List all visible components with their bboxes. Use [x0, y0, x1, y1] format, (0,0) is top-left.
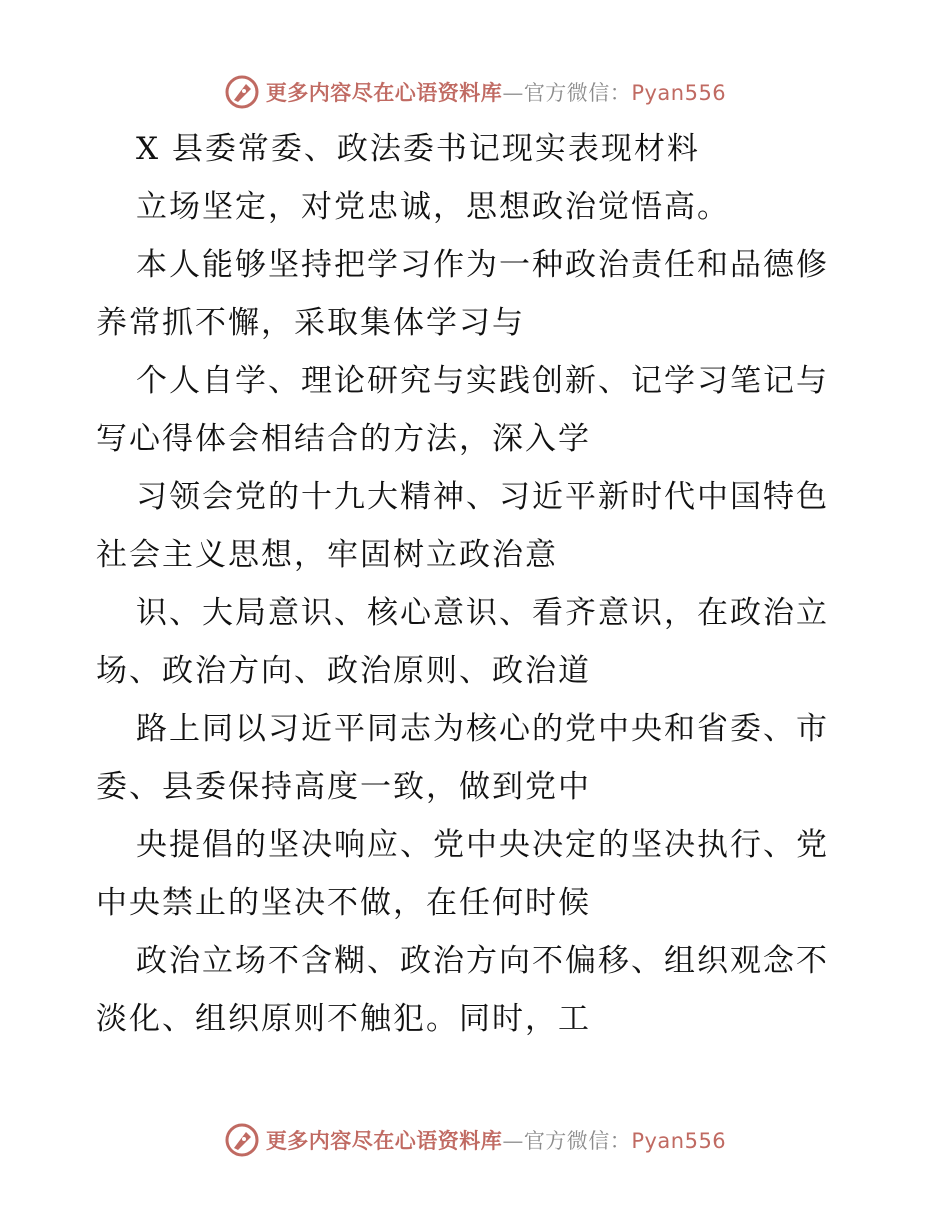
paragraph-line: 社会主义思想，牢固树立政治意 [96, 537, 558, 573]
watermark-wechat-id: Pyan556 [631, 1129, 727, 1153]
pen-nib-logo-icon [224, 74, 260, 110]
footer-watermark [0, 1120, 950, 1160]
paragraph-line: 政治立场不含糊、政治方向不偏移、组织观念不 [136, 943, 829, 979]
paragraph-line: 写心得体会相结合的方法，深入学 [96, 421, 591, 457]
header-watermark [0, 72, 950, 112]
document-body [96, 120, 856, 1048]
watermark-brand: 更多内容尽在心语资料库 [265, 1129, 503, 1153]
pen-nib-logo-icon [224, 1122, 260, 1158]
paragraph-line: 立场坚定，对党忠诚，思想政治觉悟高。 [136, 189, 730, 225]
paragraph-line: 个人自学、理论研究与实践创新、记学习笔记与 [136, 363, 829, 399]
paragraph-line: 央提倡的坚决响应、党中央决定的坚决执行、党 [136, 827, 829, 863]
paragraph-line: 委、县委保持高度一致，做到党中 [96, 769, 591, 805]
watermark-separator: — [502, 81, 524, 105]
watermark-text [266, 77, 726, 107]
paragraph-line: 场、政治方向、政治原则、政治道 [96, 653, 591, 689]
watermark-separator: — [502, 1129, 524, 1153]
paragraph-line: 习领会党的十九大精神、习近平新时代中国特色 [136, 479, 829, 515]
watermark-label: 官方微信： [523, 1129, 632, 1153]
paragraph-line: 养常抓不懈，采取集体学习与 [96, 305, 525, 341]
watermark-wechat-id: Pyan556 [631, 81, 727, 105]
paragraph-line: 淡化、组织原则不触犯。同时，工 [96, 1001, 591, 1037]
watermark-brand: 更多内容尽在心语资料库 [265, 81, 503, 105]
document-title: X 县委常委、政法委书记现实表现材料 [136, 131, 700, 167]
paragraph-line: 本人能够坚持把学习作为一种政治责任和品德修 [136, 247, 829, 283]
watermark-text [266, 1125, 726, 1155]
paragraph-line: 路上同以习近平同志为核心的党中央和省委、市 [136, 711, 829, 747]
paragraph-line: 识、大局意识、核心意识、看齐意识，在政治立 [136, 595, 829, 631]
paragraph-line: 中央禁止的坚决不做，在任何时候 [96, 885, 591, 921]
watermark-label: 官方微信： [523, 81, 632, 105]
